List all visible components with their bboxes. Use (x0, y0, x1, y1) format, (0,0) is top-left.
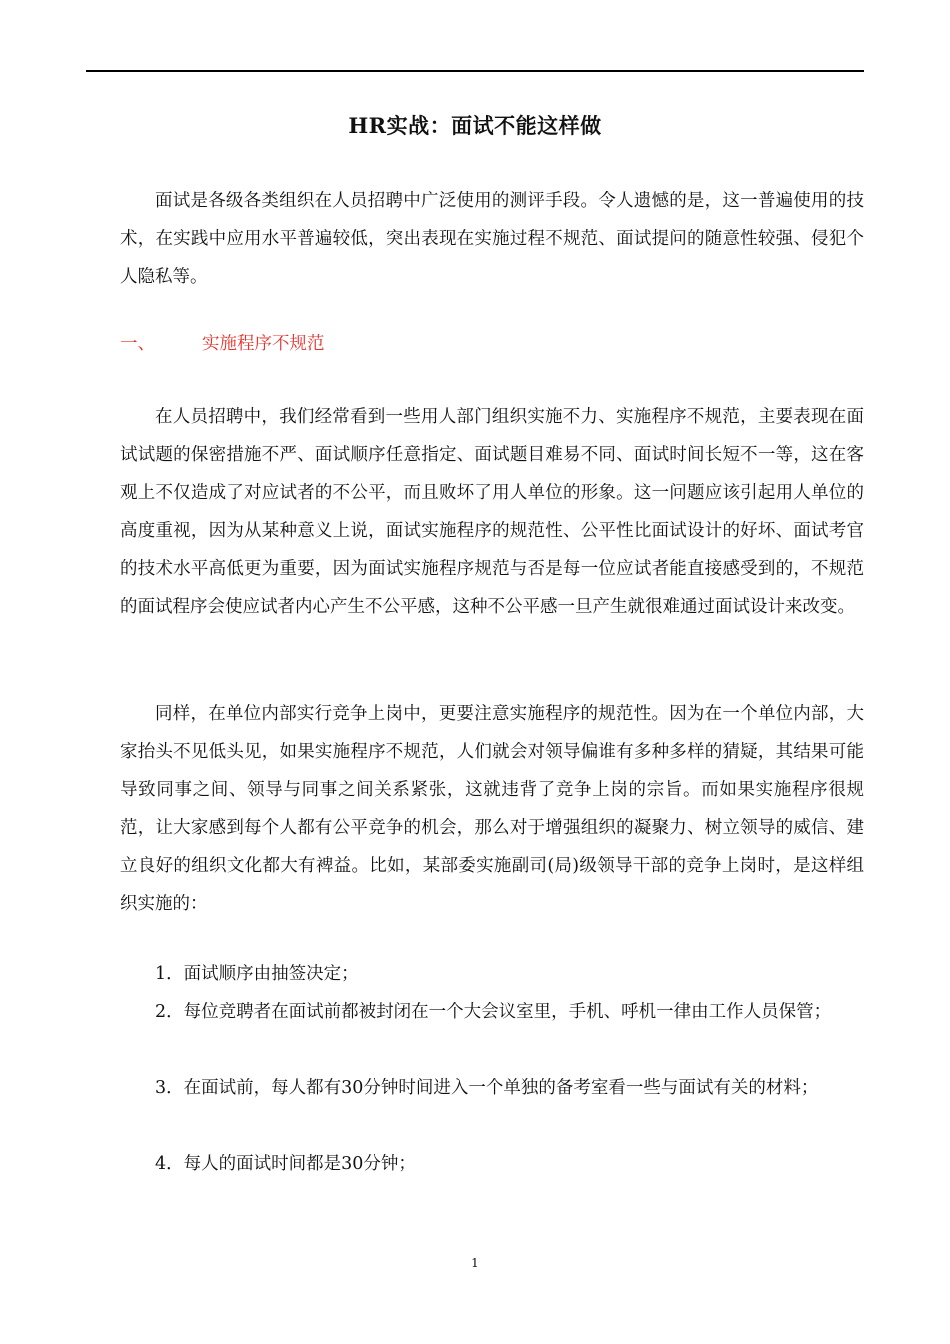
list-item-3: 3．在面试前，每人都有30分钟时间进入一个单独的备考室看一些与面试有关的材料； (155, 1078, 819, 1098)
intro-paragraph: 面试是各级各类组织在人员招聘中广泛使用的测评手段。令人遗憾的是，这一普遍使用的技术，在实践中应用水平普遍较低，突出表现在实施过程不规范、面试提问的随意性较强、侵犯个人隐私等。 (120, 191, 864, 287)
body-paragraph-2: 同样，在单位内部实行竞争上岗中，更要注意实施程序的规范性。因为在一个单位内部，大家抬头不见低头见，如果实施程序不规范，人们就会对领导偏谁有多种多样的猜疑，其结果可能导致同事之间、领导与同事之间关系紧张，这就违背了竞争上岗的宗旨。而如果实施程序很规范，让大家感到每个人都有公平竞争的机会，那么对于增强组织的凝聚力、树立领导的威信、建立良好的组织文化都大有裨益。比如，某部委实施副司(局)级领导干部的竞争上岗时，是这样组织实施的： (120, 704, 864, 914)
list-item-4: 4．每人的面试时间都是30分钟； (155, 1154, 416, 1174)
page-number: 1 (471, 1256, 479, 1270)
list-item-1: 1．面试顺序由抽签决定； (155, 964, 359, 984)
list-item-2: 2．每位竞聘者在面试前都被封闭在一个大会议室里，手机、呼机一律由工作人员保管； (155, 1002, 832, 1022)
header-rule (86, 70, 864, 72)
document-title: HR实战：面试不能这样做 (348, 113, 602, 138)
body-paragraph-1: 在人员招聘中，我们经常看到一些用人部门组织实施不力、实施程序不规范，主要表现在面试试题的保密措施不严、面试顺序任意指定、面试题目难易不同、面试时间长短不一等，这在客观上不仅造成了对应试者的不公平，而且败坏了用人单位的形象。这一问题应该引起用人单位的高度重视，因为从某种意义上说，面试实施程序的规范性、公平性比面试设计的好坏、面试考官的技术水平高低更为重要，因为面试实施程序规范与否是每一位应试者能直接感受到的，不规范的面试程序会使应试者内心产生不公平感，这种不公平感一旦产生就很难通过面试设计来改变。 (120, 407, 864, 617)
section-title: 实施程序不规范 (202, 334, 325, 354)
section-heading (120, 330, 325, 355)
section-number: 一、 (120, 334, 155, 354)
